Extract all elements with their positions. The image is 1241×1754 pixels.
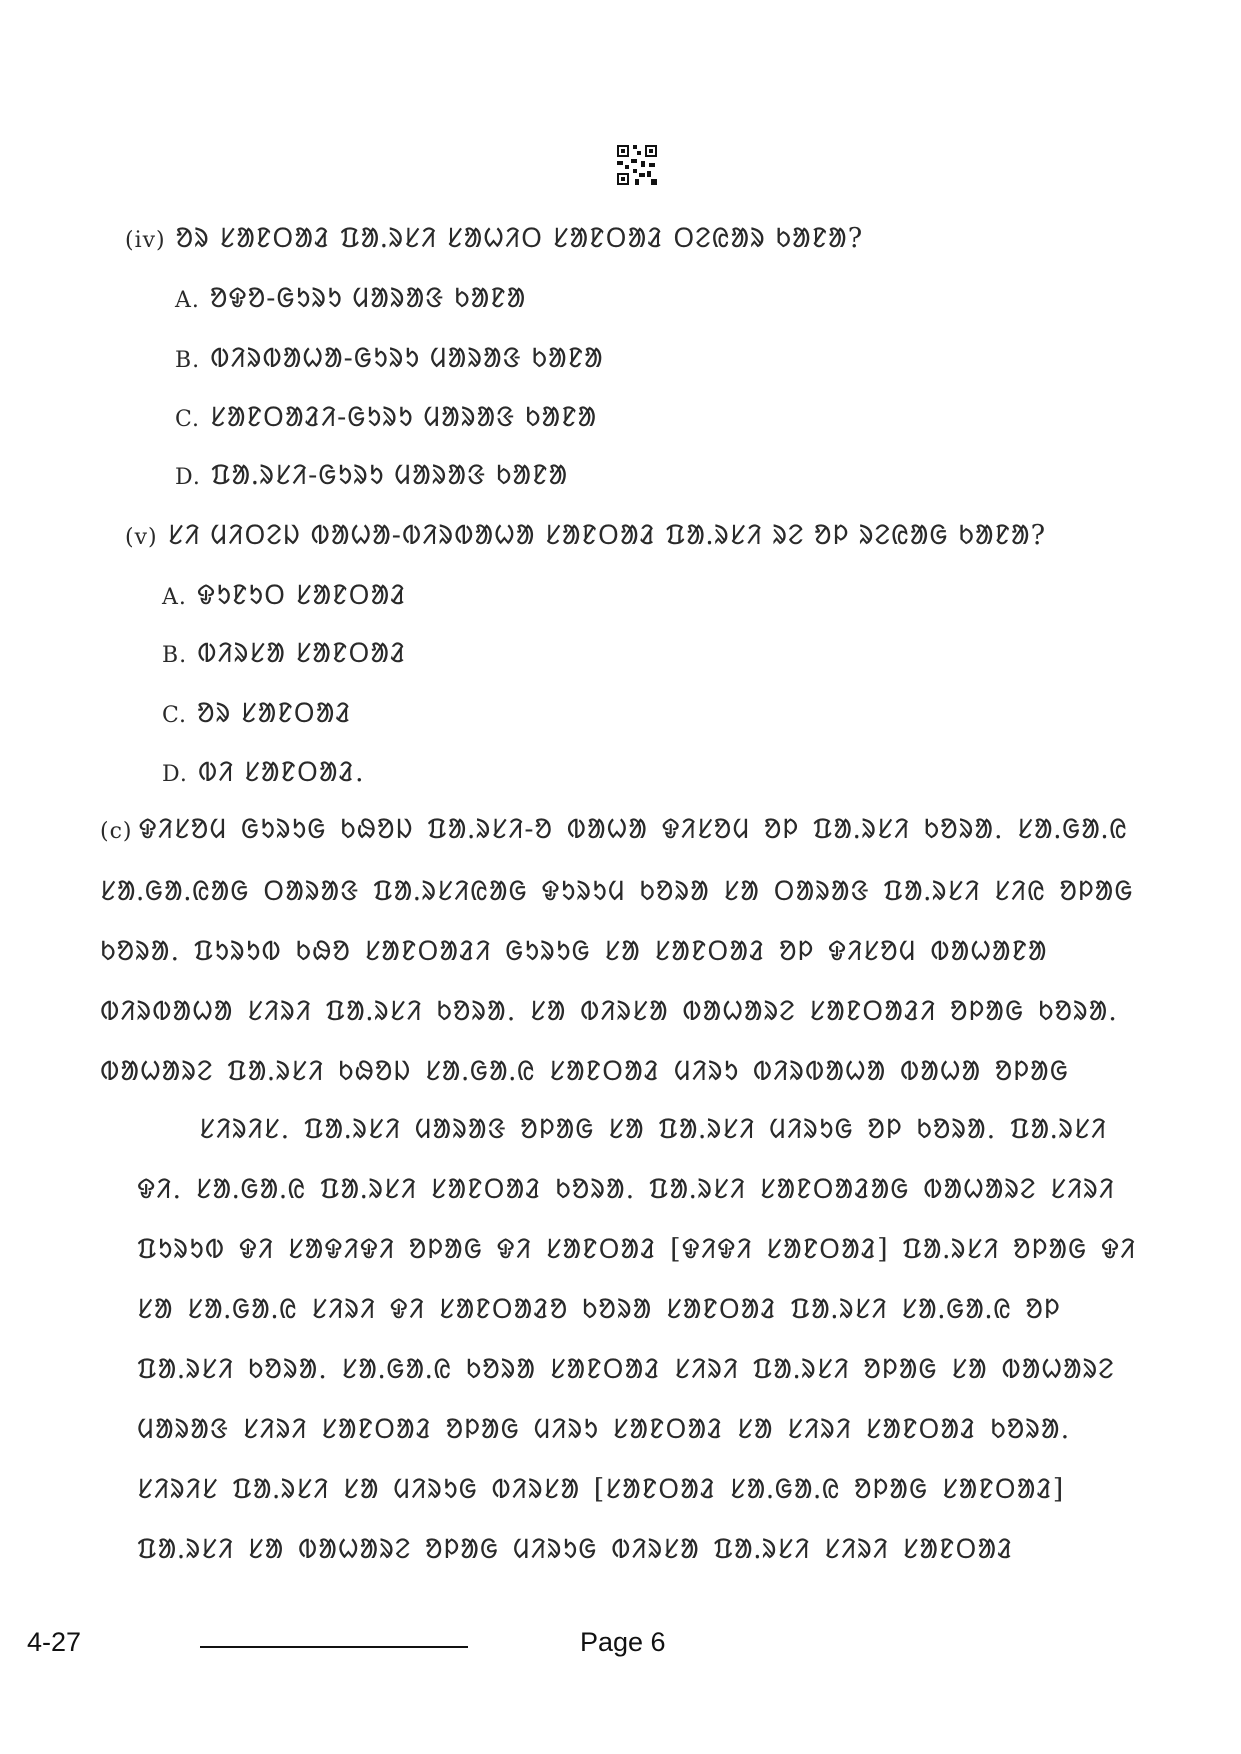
option-iv-c (175, 397, 597, 434)
option-iv-b (175, 338, 604, 375)
option-v-b (162, 633, 406, 670)
page-number: Page 6 (580, 1627, 666, 1657)
paper-code: 4-27 (27, 1627, 82, 1657)
option-text: ᱯᱟᱹᱨᱥᱤ-ᱜᱩᱨᱩ ᱢᱟᱨᱟᱝ ᱠᱟᱱᱟ (210, 460, 569, 491)
option-label: A. (162, 585, 187, 610)
option-label: B. (162, 643, 188, 668)
question-text: ᱥᱤ ᱢᱤᱛᱮᱡ ᱵᱟᱦᱟ-ᱵᱤᱨᱵᱟᱦᱟ ᱥᱟᱱᱛᱟᱲ ᱯᱟᱹᱨᱥᱤ ᱨᱮ ᱚᱞ ᱨᱮᱭᱟᱜ ᱠᱟᱱᱟ? (167, 520, 1047, 551)
option-text: ᱚᱨ ᱥᱟᱱᱛᱟᱲ (197, 698, 352, 729)
option-text: ᱫᱩᱱᱩᱛ ᱥᱟᱱᱛᱟᱲ (196, 580, 407, 611)
option-text: ᱚᱫᱚ-ᱜᱩᱨᱩ ᱢᱟᱨᱟᱝ ᱠᱟᱱᱟ (209, 283, 527, 314)
question-text: ᱚᱨ ᱥᱟᱱᱛᱟᱲ ᱯᱟᱹᱨᱥᱤ ᱥᱟᱦᱤᱛ ᱥᱟᱱᱛᱟᱲ ᱛᱮᱭᱟᱨ ᱠᱟᱱᱟ? (175, 223, 864, 254)
option-label: C. (175, 407, 201, 432)
section-label: (c) (100, 819, 133, 844)
question-iv (125, 218, 863, 255)
option-v-d (162, 752, 365, 789)
option-text: ᱥᱟᱱᱛᱟᱲᱤ-ᱜᱩᱨᱩ ᱢᱟᱨᱟᱝ ᱠᱟᱱᱟ (210, 402, 598, 433)
question-v (125, 515, 1046, 552)
option-iv-d (175, 455, 568, 492)
option-v-c (162, 693, 352, 730)
section-c-paragraph-1 (100, 800, 1140, 1100)
option-v-a (162, 575, 407, 612)
option-label: C. (162, 703, 188, 728)
option-label: D. (175, 465, 201, 490)
option-text: ᱵᱤ ᱥᱟᱱᱛᱟᱲ. (197, 757, 365, 788)
option-label: A. (175, 288, 200, 313)
qr-code-icon (615, 143, 659, 187)
option-label: D. (162, 762, 188, 787)
question-label: (iv) (125, 228, 166, 253)
paragraph-text: ᱥᱤᱨᱤᱥ. ᱯᱟᱹᱨᱥᱤ ᱢᱟᱨᱟᱝ ᱚᱞᱟᱜ ᱥᱟ ᱯᱟᱹᱨᱥᱤ ᱢᱤᱨᱩᱜ ᱚᱞ ᱠᱚᱨᱟ. ᱯᱟᱹᱨᱥᱤ ᱫᱤ. ᱥᱟᱹᱜᱟᱹᱭ ᱯᱟᱹᱨᱥᱤ ᱥᱟᱱᱛᱟᱲ ᱠᱚᱨᱟ. ᱯᱟᱹᱨᱥᱤ ᱥᱟᱱᱛᱟᱲᱟᱜ ᱵᱟᱦᱟᱨᱮ ᱥᱤᱨᱤ ᱯᱩᱨᱩᱵ ᱫᱤ ᱥᱟᱫᱤᱫᱤ ᱚᱞᱟᱜ ᱫᱤ ᱥᱟᱱᱛᱟᱲ [ᱫᱤᱫᱤ ᱥᱟᱱᱛᱟᱲ] ᱯᱟᱹᱨᱥᱤ ᱚᱞᱟᱜ ᱫᱤ ᱥᱟ ᱥᱟᱹᱜᱟᱹᱭ ᱥᱤᱨᱤ ᱫᱤ ᱥᱟᱱᱛᱟᱲᱚ ᱠᱚᱨᱟ ᱥᱟᱱᱛᱟᱲ ᱯᱟᱹᱨᱥᱤ ᱥᱟᱹᱜᱟᱹᱭ ᱚᱞ ᱯᱟᱹᱨᱥᱤ ᱠᱚᱨᱟ. ᱥᱟᱹᱜᱟᱹᱭ ᱠᱚᱨᱟ ᱥᱟᱱᱛᱟᱲ ᱥᱤᱨᱤ ᱯᱟᱹᱨᱥᱤ ᱚᱞᱟᱜ ᱥᱟ ᱵᱟᱦᱟᱨᱮ ᱢᱟᱨᱟᱝ ᱥᱤᱨᱤ ᱥᱟᱱᱛᱟᱲ ᱚᱞᱟᱜ ᱢᱤᱨᱩ ᱥᱟᱱᱛᱟᱲ ᱥᱟ ᱥᱤᱨᱤ ᱥᱟᱱᱛᱟᱲ ᱠᱚᱨᱟ. ᱥᱤᱨᱤᱥ ᱯᱟᱹᱨᱥᱤ ᱥᱟ ᱢᱤᱨᱩᱜ ᱵᱤᱨᱥᱟ [ᱥᱟᱱᱛᱟᱲ ᱥᱟᱹᱜᱟᱹᱭ ᱚᱞᱟᱜ ᱥᱟᱱᱛᱟᱲ] ᱯᱟᱹᱨᱥᱤ ᱥᱟ ᱵᱟᱦᱟᱨᱮ ᱚᱞᱟᱜ ᱢᱤᱨᱩᱜ ᱵᱤᱨᱥᱟ ᱯᱟᱹᱨᱥᱤ ᱥᱤᱨᱤ ᱥᱟᱱᱛᱟᱲ (137, 1114, 1137, 1565)
option-text: ᱵᱤᱨᱵᱟᱦᱟ-ᱜᱩᱨᱩ ᱢᱟᱨᱟᱝ ᱠᱟᱱᱟ (210, 343, 604, 374)
option-text: ᱵᱤᱨᱥᱟ ᱥᱟᱱᱛᱟᱲ (197, 638, 407, 669)
footer-divider (200, 1646, 468, 1648)
paragraph-text: ᱫᱤᱥᱚᱢ ᱜᱩᱨᱩᱜ ᱠᱷᱚᱡ ᱯᱟᱹᱨᱥᱤ-ᱚ ᱵᱟᱦᱟ ᱫᱤᱥᱚᱢ ᱚᱞ ᱯᱟᱹᱨᱥᱤ ᱠᱚᱨᱟ. ᱥᱟᱹᱜᱟᱹᱭ ᱥᱟᱹᱜᱟᱹᱭᱟᱜ ᱛᱟᱨᱟᱝ ᱯᱟᱹᱨᱥᱤᱭᱟᱜ ᱫᱩᱨᱩᱢ ᱠᱚᱨᱟ ᱥᱟ ᱛᱟᱨᱟᱝ ᱯᱟᱹᱨᱥᱤ ᱥᱤᱭ ᱚᱞᱟᱜ ᱠᱚᱨᱟ. ᱯᱩᱨᱩᱵ ᱠᱷᱚ ᱥᱟᱱᱛᱟᱲᱤ ᱜᱩᱨᱩᱜ ᱥᱟ ᱥᱟᱱᱛᱟᱲ ᱚᱞ ᱫᱤᱥᱚᱢ ᱵᱟᱦᱟᱱᱟ ᱵᱤᱨᱵᱟᱦᱟ ᱥᱤᱨᱤ ᱯᱟᱹᱨᱥᱤ ᱠᱚᱨᱟ. ᱥᱟ ᱵᱤᱨᱥᱟ ᱵᱟᱦᱟᱨᱮ ᱥᱟᱱᱛᱟᱲᱤ ᱚᱞᱟᱜ ᱠᱚᱨᱟ. ᱵᱟᱦᱟᱨᱮ ᱯᱟᱹᱨᱥᱤ ᱠᱷᱚᱡ ᱥᱟᱹᱜᱟᱹᱭ ᱥᱟᱱᱛᱟᱲ ᱢᱤᱨᱩ ᱵᱤᱨᱵᱟᱦᱟ ᱵᱟᱦᱟ ᱚᱞᱟᱜ (100, 814, 1134, 1087)
question-label: (v) (125, 525, 158, 550)
option-iv-a (175, 278, 526, 315)
section-c-paragraph-2 (137, 1100, 1140, 1580)
option-label: B. (175, 348, 201, 373)
